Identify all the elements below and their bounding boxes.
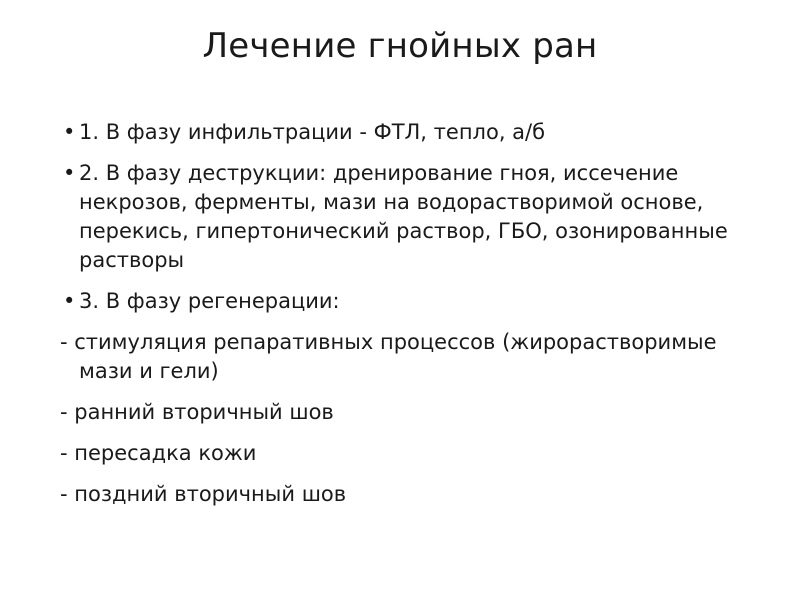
list-item-early-suture [60, 398, 760, 427]
list-item-text: 2. В фазу деструкции: дренирование гноя, иссечение некрозов, ферменты, мази на водорастворимой основе, перекись, гипертонический раствор, ГБО, озонированные растворы [79, 161, 728, 272]
list-item-text: 1. В фазу инфильтрации - ФТЛ, тепло, а/б [79, 120, 546, 144]
bullet-icon: • [63, 161, 76, 185]
list-item-text: 3. В фазу регенерации: [79, 289, 340, 313]
list-item-phase-2 [60, 159, 760, 275]
list-item-text: - стимуляция репаративных процессов (жирорастворимые мази и гели) [60, 330, 717, 383]
list-item-text: - ранний вторичный шов [60, 400, 334, 424]
slide-title: Лечение гнойных ран [202, 26, 598, 66]
bullet-icon: • [63, 120, 76, 144]
bullet-icon: • [63, 289, 76, 313]
list-item-late-suture [60, 480, 760, 509]
list-item-stimulation [60, 328, 760, 386]
list-item-skin-graft [60, 439, 760, 468]
list-item-text: - пересадка кожи [60, 441, 257, 465]
list-item-phase-1 [60, 118, 760, 147]
list-item-text: - поздний вторичный шов [60, 482, 347, 506]
list-item-phase-3 [60, 287, 760, 316]
slide-content-list [60, 118, 760, 509]
